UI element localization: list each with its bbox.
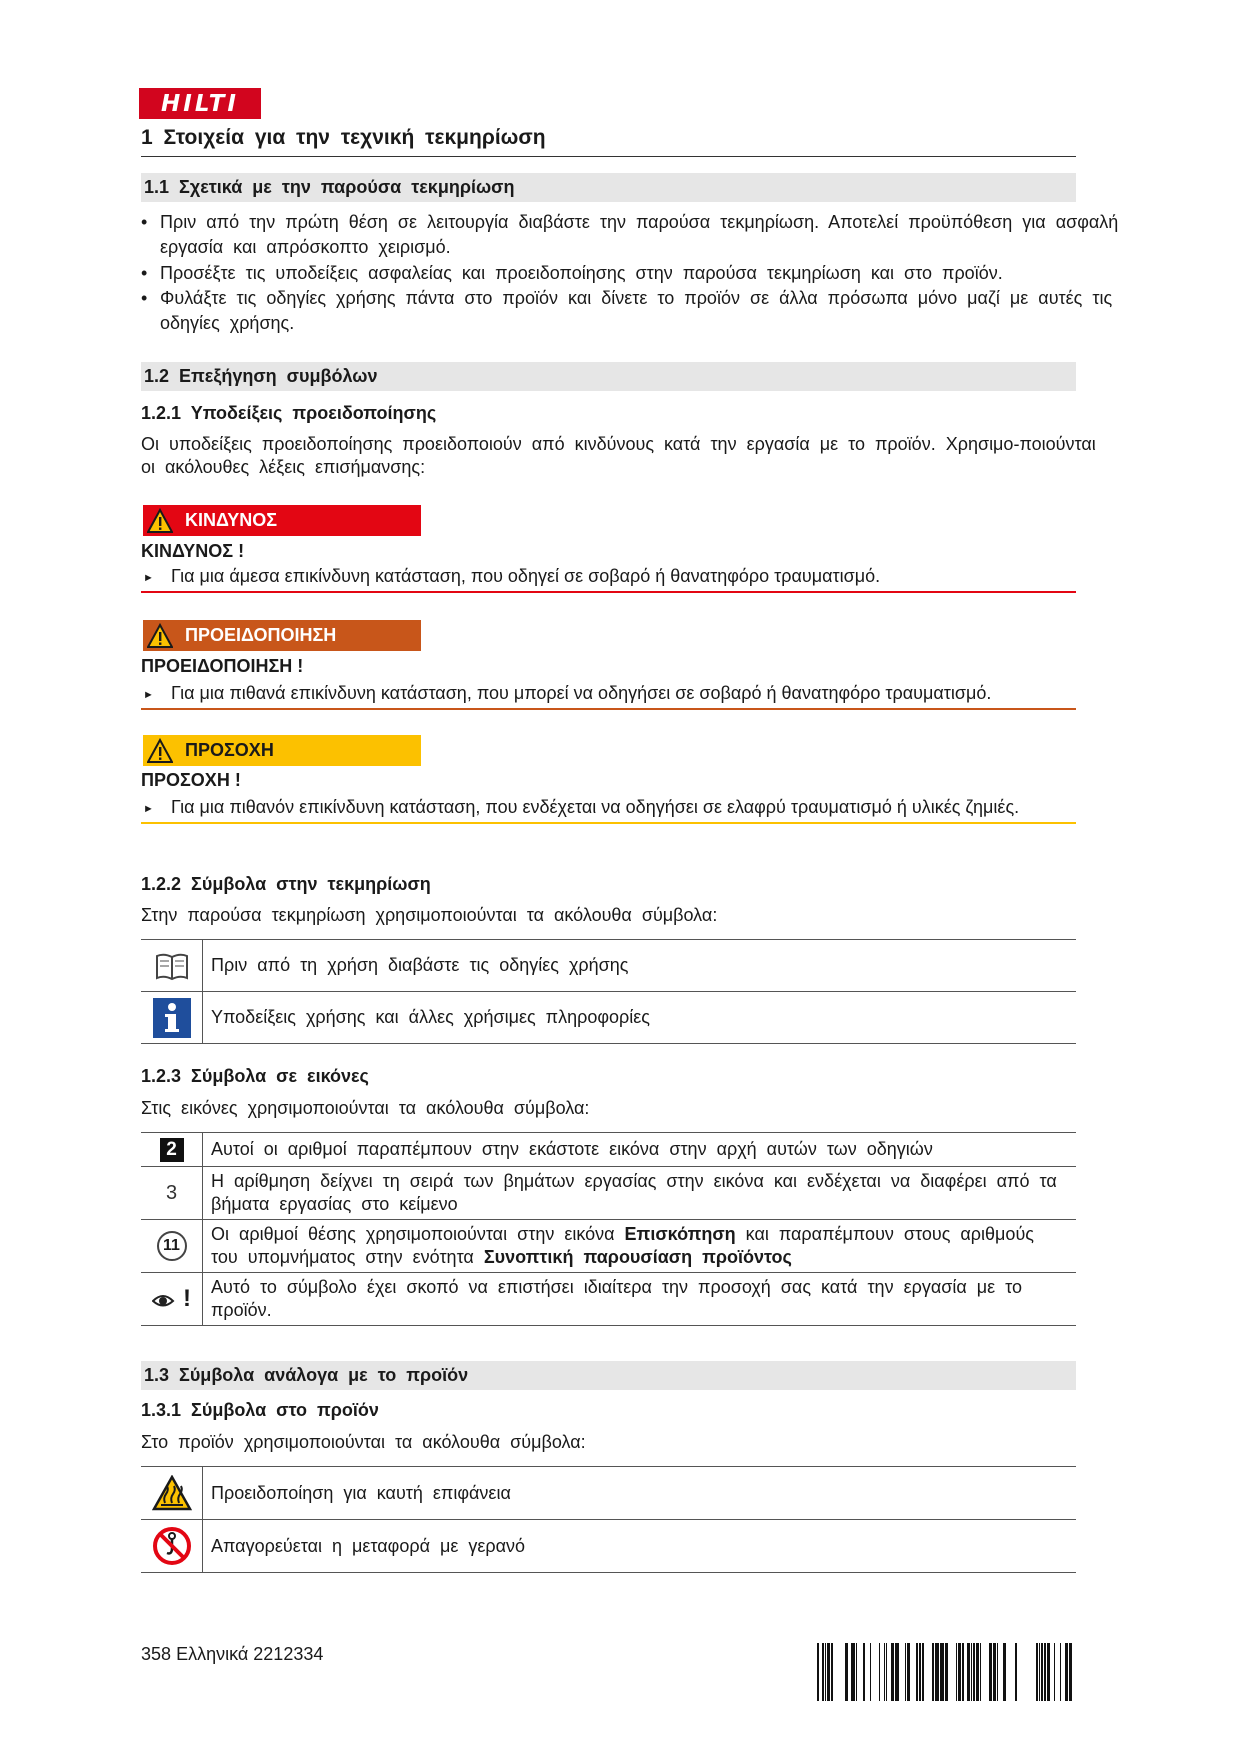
bullet-item: • Φυλάξτε τις οδηγίες χρήσης πάντα στο προϊόν και δίνετε το προϊόν σε άλλα πρόσωπα μόνο μαζί με αυτές τις οδηγίες χρήσης.	[141, 286, 1136, 336]
barcode-bar	[856, 1643, 857, 1701]
table-row	[141, 1167, 1076, 1220]
arrow-icon: ►	[143, 572, 154, 584]
barcode-bar	[958, 1643, 961, 1701]
symbols-table-documentation	[141, 939, 1076, 1044]
row-text-part: Οι αριθμοί θέσης χρησιμοποιούνται στην εικόνα	[211, 1224, 625, 1244]
barcode-bar	[997, 1643, 998, 1701]
arrow-icon: ►	[143, 803, 154, 815]
language-label: Ελληνικά	[176, 1644, 249, 1664]
subsection-heading-1-2-3: 1.2.3 Σύμβολα σε εικόνες	[141, 1066, 369, 1086]
info-icon	[141, 992, 203, 1043]
barcode-bar	[1054, 1643, 1055, 1701]
warning-triangle-icon	[147, 738, 173, 764]
barcode-bar	[884, 1643, 885, 1701]
figure-number-icon	[141, 1133, 203, 1166]
symbols-table-figures	[141, 1132, 1076, 1326]
barcode-bar	[845, 1643, 848, 1701]
warning-triangle-icon	[147, 508, 173, 534]
paragraph: Στο προϊόν χρησιμοποιούνται τα ακόλουθα σύμβολα:	[141, 1432, 586, 1452]
barcode-bar	[962, 1643, 964, 1701]
row-text: Η αρίθμηση δείχνει τη σειρά των βημάτων εργασίας στην εικόνα και ενδέχεται να διαφέρει από τα βήματα εργασίας στο κείμενο	[211, 1171, 1057, 1214]
barcode-bar	[895, 1643, 899, 1701]
barcode-bar	[870, 1643, 871, 1701]
bold-term: Συνοπτική παρουσίαση προϊόντος	[483, 1247, 792, 1267]
position-number-text: 11	[157, 1231, 187, 1261]
paragraph: Στις εικόνες χρησιμοποιούνται τα ακόλουθα σύμβολα:	[141, 1098, 590, 1118]
manual-book-icon	[141, 940, 203, 991]
signal-text: Για μια άμεσα επικίνδυνη κατάσταση, που οδηγεί σε σοβαρό ή θανατηφόρο τραυματισμό.	[171, 566, 881, 586]
bullet-item: • Πριν από την πρώτη θέση σε λειτουργία διαβάστε την παρούσα τεκμηρίωση. Αποτελεί προϋπόθεση για ασφαλή εργασία και απρόσκοπτο χειρισμό.	[141, 210, 1136, 260]
hot-surface-warning-icon	[141, 1467, 203, 1519]
barcode-bar	[863, 1643, 865, 1701]
barcode-bar	[817, 1643, 819, 1701]
chapter-title: 1 Στοιχεία για την τεχνική τεκμηρίωση	[141, 126, 1076, 157]
barcode-bar	[993, 1643, 996, 1701]
warning-triangle-icon	[147, 623, 173, 649]
signal-title: ΠΡΟΕΙΔΟΠΟΙΗΣΗ !	[141, 656, 304, 676]
signal-description	[141, 565, 1076, 593]
signal-title: ΠΡΟΣΟΧΗ !	[141, 770, 241, 790]
table-row	[141, 1133, 1076, 1167]
barcode	[817, 1643, 1075, 1701]
table-row	[141, 1467, 1076, 1520]
barcode-bar	[919, 1643, 921, 1701]
barcode-bar	[1065, 1643, 1068, 1701]
barcode-bar	[980, 1643, 981, 1701]
step-number-text: 3	[165, 1181, 178, 1204]
arrow-icon: ►	[143, 689, 154, 701]
barcode-bar	[945, 1643, 948, 1701]
barcode-bar	[1036, 1643, 1038, 1701]
step-number-icon	[141, 1167, 203, 1219]
signal-word: ΚΙΝΔΥΝΟΣ	[185, 510, 278, 530]
barcode-bar	[967, 1643, 970, 1701]
barcode-bar	[956, 1643, 957, 1701]
warning-label-box	[143, 620, 421, 651]
barcode-bar	[971, 1643, 972, 1701]
bullet-item: • Προσέξτε τις υποδείξεις ασφαλείας και προειδοποίησης στην παρούσα τεκμηρίωση και στο προϊόν.	[141, 261, 1136, 286]
hilti-logo	[139, 88, 261, 119]
logo-text: HILTI	[161, 90, 239, 117]
barcode-bar	[1047, 1643, 1050, 1701]
barcode-bar	[1044, 1643, 1046, 1701]
barcode-bar	[822, 1643, 824, 1701]
section-heading-1-1: 1.1 Σχετικά με την παρούσα τεκμηρίωση	[141, 173, 1076, 202]
signal-description	[141, 682, 1076, 710]
symbols-table-product	[141, 1466, 1076, 1573]
barcode-bar	[1069, 1643, 1072, 1701]
barcode-bar	[989, 1643, 992, 1701]
row-text: Υποδείξεις χρήσης και άλλες χρήσιμες πληροφορίες	[211, 1007, 650, 1027]
row-text: Αυτό το σύμβολο έχει σκοπό να επιστήσει ιδιαίτερα την προσοχή σας κατά την εργασία με το προϊόν.	[211, 1277, 1023, 1320]
barcode-bar	[935, 1643, 939, 1701]
attention-eye-icon	[141, 1273, 203, 1325]
subsection-heading-1-2-1: 1.2.1 Υποδείξεις προειδοποίησης	[141, 403, 437, 423]
signal-word: ΠΡΟΣΟΧΗ	[185, 740, 274, 760]
row-text: Απαγορεύεται η μεταφορά με γερανό	[211, 1535, 526, 1556]
barcode-bar	[1015, 1643, 1017, 1701]
barcode-bar	[886, 1643, 887, 1701]
signal-text: Για μια πιθανόν επικίνδυνη κατάσταση, που ενδέχεται να οδηγήσει σε ελαφρύ τραυματισμό ή υλικές ζημιές.	[171, 797, 1020, 817]
table-row	[141, 1220, 1076, 1273]
table-row	[141, 1520, 1076, 1573]
signal-text: Για μια πιθανά επικίνδυνη κατάσταση, που μπορεί να οδηγήσει σε σοβαρό ή θανατηφόρο τραυματισμό.	[171, 683, 992, 703]
barcode-bar	[1003, 1643, 1006, 1701]
caution-label-box	[143, 735, 421, 766]
table-row	[141, 940, 1076, 992]
danger-label-box	[143, 505, 421, 536]
barcode-bar	[973, 1643, 975, 1701]
no-crane-transport-icon	[141, 1520, 203, 1572]
barcode-bar	[891, 1643, 894, 1701]
paragraph: Στην παρούσα τεκμηρίωση χρησιμοποιούνται τα ακόλουθα σύμβολα:	[141, 905, 718, 925]
row-text: Αυτοί οι αριθμοί παραπέμπουν στην εκάστοτε εικόνα στην αρχή αυτών των οδηγιών	[211, 1139, 933, 1159]
bold-term: Επισκόπηση	[624, 1224, 736, 1244]
barcode-bar	[827, 1643, 830, 1701]
section-heading-1-2: 1.2 Επεξήγηση συμβόλων	[141, 362, 1076, 391]
document-code: 2212334	[253, 1644, 324, 1664]
barcode-bar	[916, 1643, 918, 1701]
position-number-icon	[141, 1220, 203, 1272]
barcode-bar	[976, 1643, 979, 1701]
page-number: 358	[141, 1644, 172, 1664]
table-row	[141, 992, 1076, 1044]
barcode-bar	[922, 1643, 924, 1701]
barcode-bar	[851, 1643, 855, 1701]
signal-title: ΚΙΝΔΥΝΟΣ !	[141, 541, 245, 561]
row-text: Πριν από τη χρήση διαβάστε τις οδηγίες χρήσης	[211, 955, 629, 975]
page-footer	[141, 1644, 323, 1665]
barcode-bar	[1039, 1643, 1040, 1701]
paragraph: Οι υποδείξεις προειδοποίησης προειδοποιούν από κινδύνους κατά την εργασία με το προϊόν. Χρησιμο-ποιούνται οι ακόλουθες λέξεις επισήμανσης:	[141, 434, 1096, 477]
signal-description	[141, 796, 1076, 824]
row-text-part: και παραπέμπουν στους αριθμούς του υπομνήματος στην ενότητα	[211, 1224, 1034, 1267]
subsection-heading-1-2-2: 1.2.2 Σύμβολα στην τεκμηρίωση	[141, 874, 431, 894]
signal-word: ΠΡΟΕΙΔΟΠΟΙΗΣΗ	[185, 625, 337, 645]
barcode-bar	[1060, 1643, 1061, 1701]
barcode-bar	[1041, 1643, 1043, 1701]
barcode-bar	[940, 1643, 944, 1701]
barcode-bar	[879, 1643, 880, 1701]
barcode-bar	[932, 1643, 934, 1701]
subsection-heading-1-3-1: 1.3.1 Σύμβολα στο προϊόν	[141, 1400, 379, 1420]
barcode-bar	[825, 1643, 826, 1701]
figure-number-text: 2	[160, 1138, 184, 1162]
row-text: Προειδοποίηση για καυτή επιφάνεια	[211, 1482, 511, 1503]
attention-mark: !	[183, 1285, 191, 1312]
row-text	[203, 1219, 1076, 1273]
section-heading-1-3: 1.3 Σύμβολα ανάλογα με το προϊόν	[141, 1361, 1076, 1390]
barcode-bar	[831, 1643, 833, 1701]
table-row	[141, 1273, 1076, 1326]
barcode-bar	[907, 1643, 910, 1701]
barcode-bar	[905, 1643, 906, 1701]
